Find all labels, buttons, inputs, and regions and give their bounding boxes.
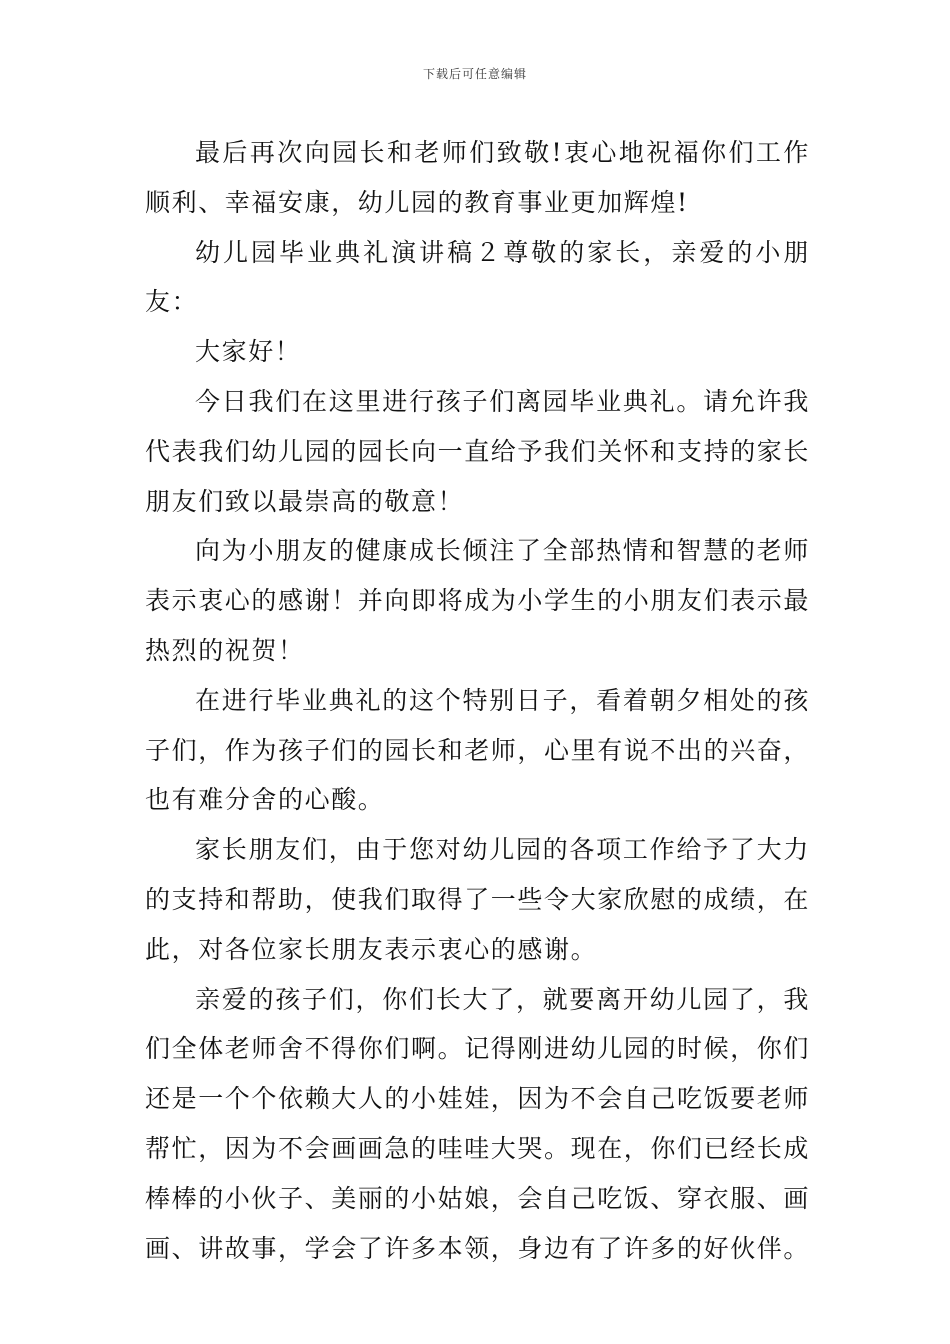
- paragraph-ceremony-intro: 今日我们在这里进行孩子们离园毕业典礼。请允许我代表我们幼儿园的园长向一直给予我们关怀和支持的家长朋友们致以最崇高的敬意！: [145, 386, 811, 516]
- paragraph-greeting: 大家好！: [195, 337, 302, 367]
- paragraph-closing-wishes: 最后再次向园长和老师们致敬!衷心地祝福你们工作顺利、幸福安康，幼儿园的教育事业更加辉煌!: [145, 138, 810, 217]
- speech-body: [145, 128, 810, 1273]
- download-note: 下载后可任意编辑: [422, 67, 527, 81]
- paragraph-speech-title: 幼儿园毕业典礼演讲稿２尊敬的家长，亲爱的小朋友：: [145, 237, 810, 317]
- paragraph-thanks-teachers: 向为小朋友的健康成长倾注了全部热情和智慧的老师表示衷心的感谢！并向即将成为小学生的小朋友们表示最热烈的祝贺！: [145, 536, 811, 665]
- paragraph-thanks-parents: 家长朋友们，由于您对幼儿园的各项工作给予了大力的支持和帮助，使我们取得了一些令大家欣慰的成绩，在此，对各位家长朋友表示衷心的感谢。: [145, 835, 811, 964]
- paragraph-special-day: 在进行毕业典礼的这个特别日子，看着朝夕相处的孩子们，作为孩子们的园长和老师，心里有说不出的兴奋，也有难分舍的心酸。: [145, 685, 811, 815]
- paragraph-dear-children: 亲爱的孩子们，你们长大了，就要离开幼儿园了，我们全体老师舍不得你们啊。记得刚进幼儿园的时候，你们还是一个个依赖大人的小娃娃，因为不会自己吃饭要老师帮忙，因为不会画画急的哇哇大哭。现在，你们已经长成棒棒的小伙子、美丽的小姑娘，会自己吃饭、穿衣服、画画、讲故事，学会了许多本领，身边有了许多的好伙伴。: [145, 984, 811, 1263]
